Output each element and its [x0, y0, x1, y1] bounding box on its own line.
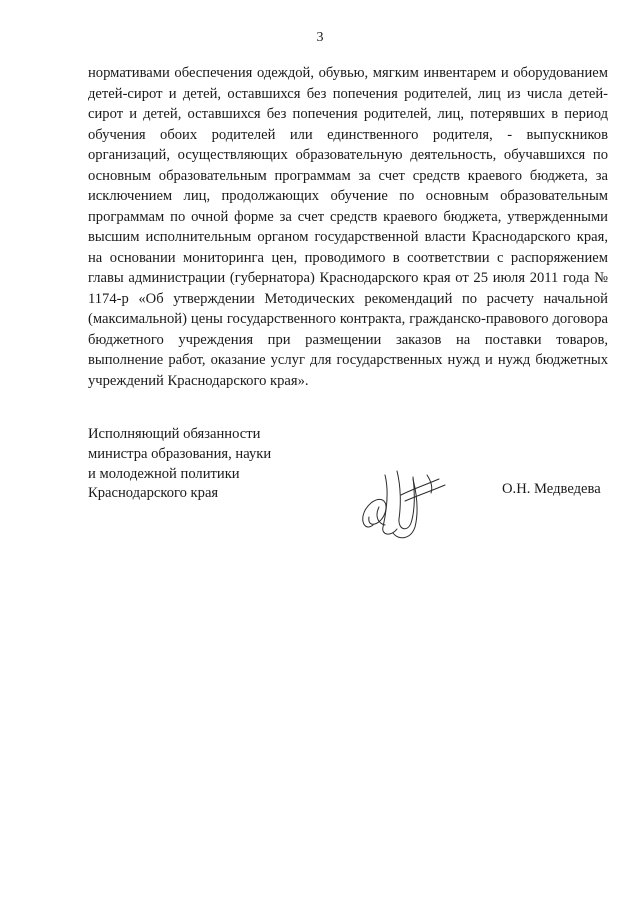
- position-line-2: министра образования, науки: [88, 445, 272, 462]
- handwritten-signature: [345, 455, 455, 545]
- position-line-1: Исполняющий обязанности: [88, 426, 261, 442]
- body-paragraph: нормативами обеспечения одеждой, обувью, мягким инвентарем и оборудованием детей-сирот и детей, оставшихся без попечения родителей, лиц из числа детей-сирот и детей, оставшихся без попечения родителей, лиц, потерявших в период обучения обоих родителей или единственного родителя, - выпускников организаций, осуществляющих образовательную деятельность, обучавшихся по основным образовательным программам за счет средств краевого бюджета, за исключением лиц, продолжающих обучение по основным образовательным программам по очной форме за счет средств краевого бюджета, утвержденными высшим исполнительным органом государственной власти Краснодарского края, на основании мониторинга цен, проводимого в соответствии с распоряжением главы администрации (губернатора) Краснодарского края от 25 июля 2011 года № 1174-р «Об утверждении Методических рекомендаций по расчету начальной (максимальной) цены государственного контракта, гражданско-правового договора бюджетного учреждения при размещении заказов на поставки товаров, выполнение работ, оказание услуг для государственных нужд и нужд бюджетных учреждений Краснодарского края».: [88, 65, 608, 389]
- signer-name: О.Н. Медведева: [502, 481, 601, 497]
- page-number: 3: [316, 30, 324, 45]
- signatory-position: [88, 425, 328, 504]
- position-line-4: Краснодарского края: [88, 485, 219, 502]
- position-line-3: и молодежной политики: [88, 465, 240, 482]
